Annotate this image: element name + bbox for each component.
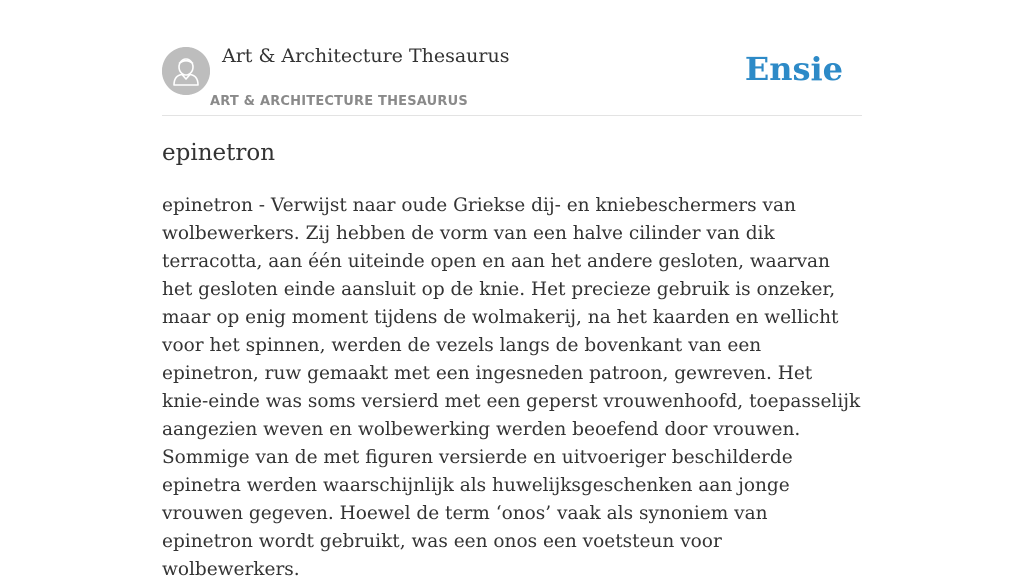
- page-title: epinetron: [162, 140, 276, 166]
- author-header: [162, 0, 862, 116]
- ensie-logo[interactable]: Ensie: [744, 50, 843, 88]
- author-name-link[interactable]: Art & Architecture Thesaurus: [222, 45, 510, 67]
- content-container: [162, 0, 862, 580]
- author-subtitle[interactable]: ART & ARCHITECTURE THESAURUS: [210, 94, 468, 109]
- user-avatar-graphic: [162, 47, 210, 95]
- definition-text: epinetron - Verwijst naar oude Griekse dij- en kniebeschermers van wolbewerkers. Zij hebben de vorm van een halve cilinder van dik terracotta, aan één uiteinde open en aan het andere gesloten, waarvan het gesloten einde aansluit op de knie. Het precieze gebruik is onzeker, maar op enig moment tijdens de wolmakerij, na het kaarden en wellicht voor het spinnen, werden de vezels langs de bovenkant van een epinetron, ruw gemaakt met een ingesneden patroon, gewreven. Het knie-einde was soms versierd met een geperst vrouwenhoofd, toepasselijk aangezien weven en wolbewerking werden beoefend door vrouwen. Sommige van de met figuren versierde en uitvoeriger beschilderde epinetra werden waarschijnlijk als huwelijksgeschenken aan jonge vrouwen gegeven. Hoewel de term ‘onos’ vaak als synoniem van epinetron wordt gebruikt, was een onos een voetsteun voor wolbewerkers.: [162, 195, 861, 580]
- user-avatar-icon[interactable]: [162, 47, 210, 95]
